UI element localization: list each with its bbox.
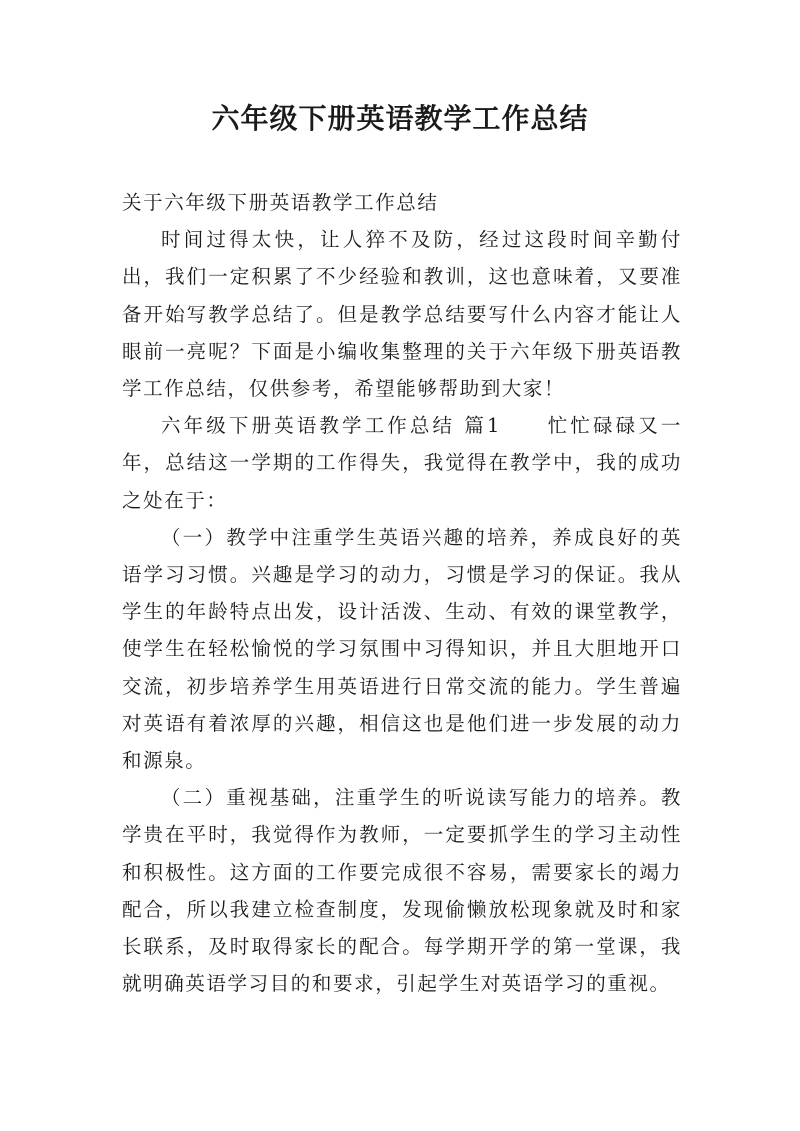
section-heading-paragraph: 六年级下册英语教学工作总结 篇1 忙忙碌碌又一年，总结这一学期的工作得失，我觉得在教学中，我的成功之处在于： [122, 414, 682, 512]
point-two-paragraph: （二）重视基础，注重学生的听说读写能力的培养。教学贵在平时，我觉得作为教师，一定要抓学生的学习主动性和积极性。这方面的工作要完成很不容易，需要家长的竭力配合，所以我建立检查制度，发现偷懒放松现象就及时和家长联系，及时取得家长的配合。每学期开学的第一堂课，我就明确英语学习目的和要求，引起学生对英语学习的重视。 [122, 786, 682, 996]
document-body [122, 184, 682, 1002]
point-one-paragraph: （一）教学中注重学生英语兴趣的培养，养成良好的英语学习习惯。兴趣是学习的动力，习惯是学习的保证。我从学生的年龄特点出发，设计活泼、生动、有效的课堂教学，使学生在轻松愉悦的学习氛围中习得知识，并且大胆地开口交流，初步培养学生用英语进行日常交流的能力。学生普遍对英语有着浓厚的兴趣，相信这也是他们进一步发展的动力和源泉。 [122, 525, 682, 773]
subtitle-paragraph: 关于六年级下册英语教学工作总结 [122, 191, 439, 214]
document-title: 六年级下册英语教学工作总结 [211, 102, 589, 135]
intro-paragraph: 时间过得太快，让人猝不及防，经过这段时间辛勤付出，我们一定积累了不少经验和教训，这也意味着，又要准备开始写教学总结了。但是教学总结要写什么内容才能让人眼前一亮呢？下面是小编收集整理的关于六年级下册英语教学工作总结，仅供参考，希望能够帮助到大家！ [122, 228, 682, 401]
